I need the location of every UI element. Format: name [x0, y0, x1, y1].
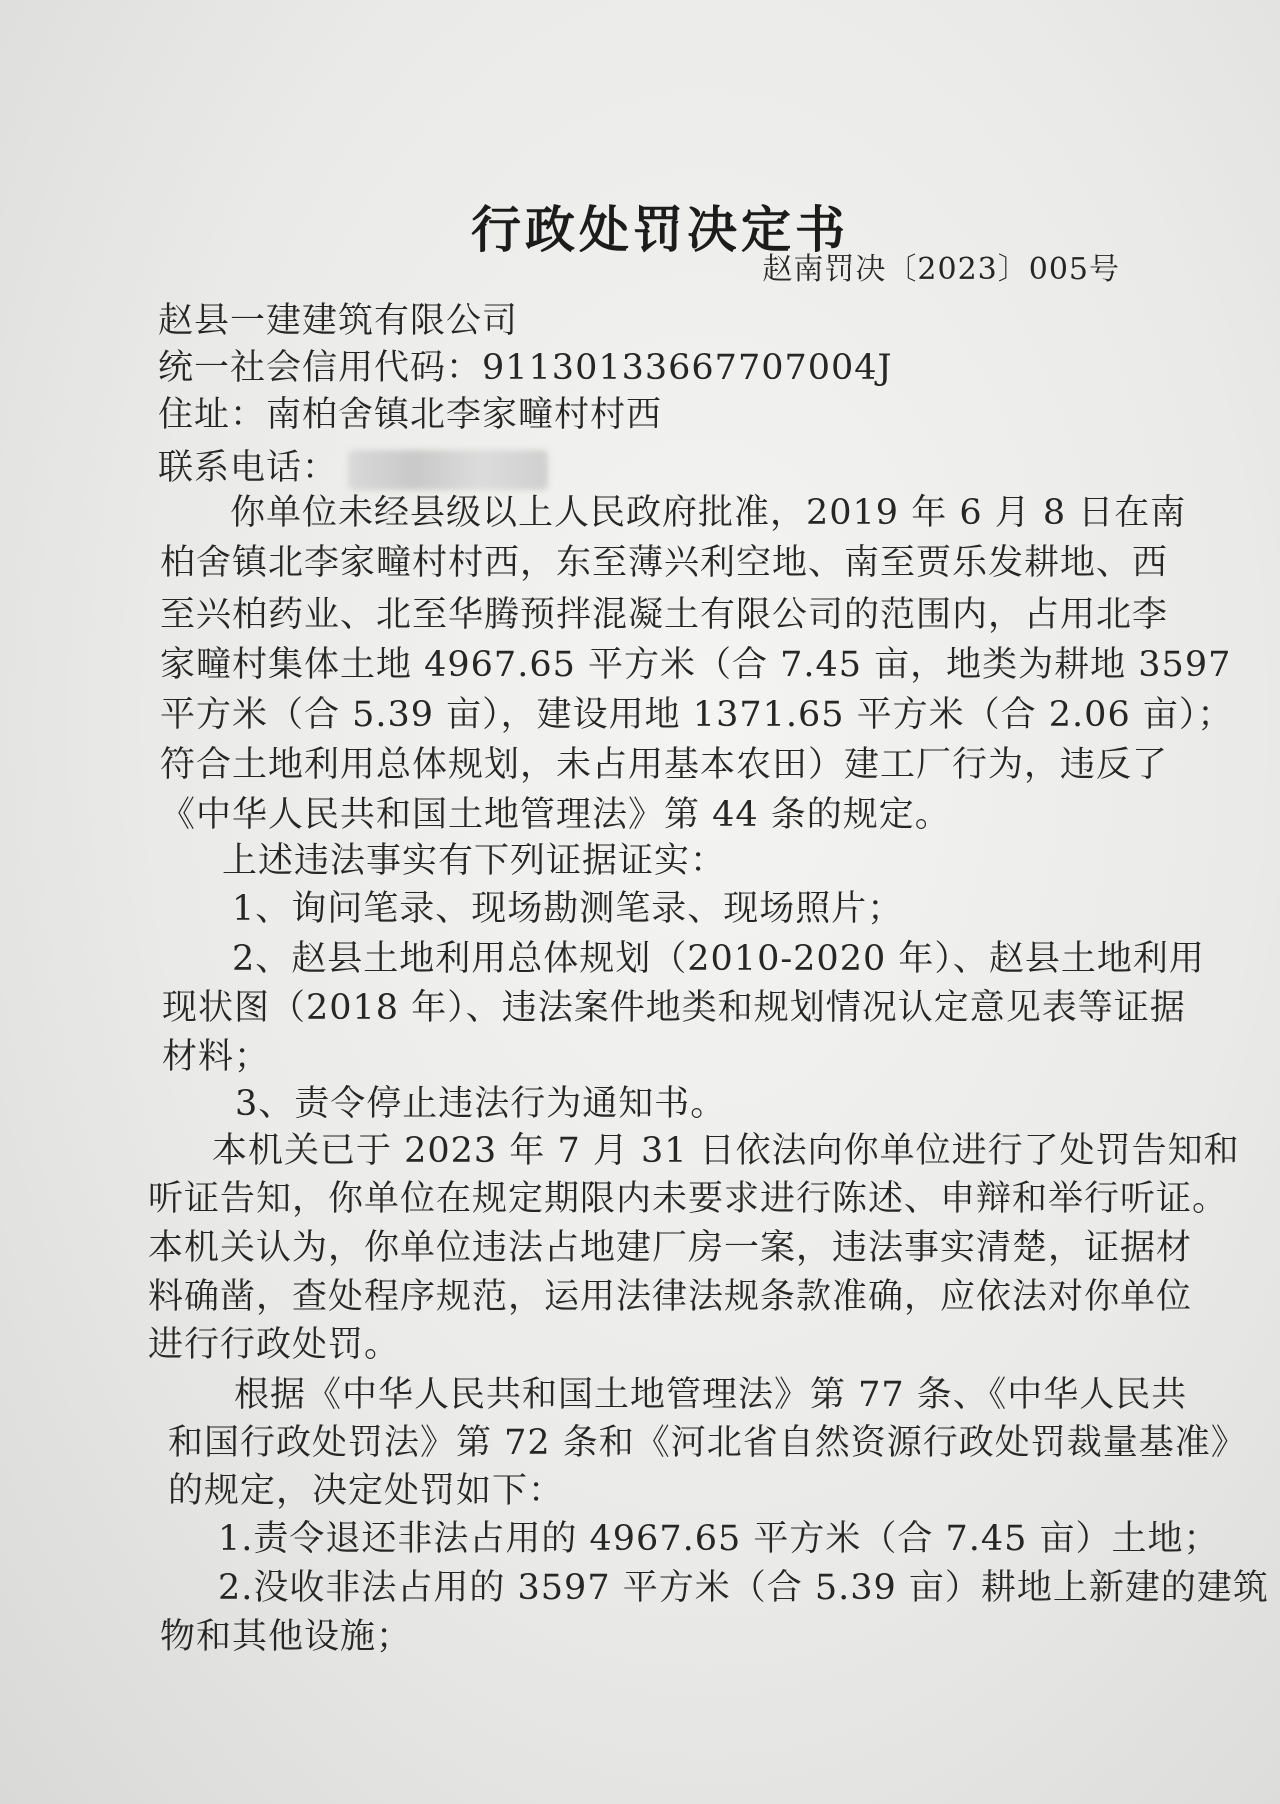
- penalty-item: 1.责令退还非法占用的 4967.65 平方米（合 7.45 亩）土地；: [218, 1519, 1220, 1559]
- body-line: 根据《中华人民共和国土地管理法》第 77 条、《中华人民共: [234, 1375, 1188, 1415]
- evidence-item: 2、赵县土地利用总体规划（2010-2020 年）、赵县土地利用: [232, 939, 1205, 979]
- body-line: 上述违法事实有下列证据证实：: [222, 841, 727, 881]
- body-line: 的规定，决定处罚如下：: [168, 1471, 565, 1511]
- body-line: 你单位未经县级以上人民政府批准，2019 年 6 月 8 日在南: [230, 493, 1187, 533]
- evidence-item: 3、责令停止违法行为通知书。: [235, 1084, 727, 1124]
- body-line: 物和其他设施；: [160, 1617, 413, 1657]
- party-phone-label: 联系电话：: [158, 448, 339, 488]
- body-line: 平方米（合 5.39 亩），建设用地 1371.65 平方米（合 2.06 亩）；: [160, 695, 1234, 735]
- party-address: 住址：南柏舍镇北李家疃村村西: [158, 395, 663, 435]
- body-line: 进行行政处罚。: [148, 1325, 401, 1365]
- body-line: 柏舍镇北李家疃村村西，东至薄兴利空地、南至贾乐发耕地、西: [160, 543, 1169, 583]
- body-line: 听证告知，你单位在规定期限内未要求进行陈述、申辩和举行听证。: [148, 1179, 1229, 1219]
- evidence-item: 1、询问笔录、现场勘测笔录、现场照片；: [232, 889, 904, 929]
- body-line: 料确凿，查处程序规范，运用法律法规条款准确，应依法对你单位: [148, 1277, 1193, 1317]
- document-number: 赵南罚决〔2023〕005号: [762, 252, 1120, 287]
- redacted-phone: [348, 450, 548, 490]
- body-line: 至兴柏药业、北至华腾预拌混凝土有限公司的范围内，占用北李: [160, 595, 1169, 635]
- party-phone: [158, 445, 548, 491]
- body-line: 《中华人民共和国土地管理法》第 44 条的规定。: [160, 795, 951, 835]
- party-name: 赵县一建建筑有限公司: [158, 301, 519, 341]
- body-line: 材料；: [162, 1037, 271, 1077]
- body-line: 本机关认为，你单位违法占地建厂房一案，违法事实清楚，证据材: [148, 1228, 1193, 1268]
- body-line: 现状图（2018 年）、违法案件地类和规划情况认定意见表等证据: [162, 988, 1186, 1028]
- party-credit-code: 统一社会信用代码：91130133667707004J: [158, 348, 893, 388]
- body-line: 和国行政处罚法》第 72 条和《河北省自然资源行政处罚裁量基准》: [168, 1423, 1247, 1463]
- body-line: 本机关已于 2023 年 7 月 31 日依法向你单位进行了处罚告知和: [212, 1131, 1240, 1171]
- body-line: 家疃村集体土地 4967.65 平方米（合 7.45 亩，地类为耕地 3597: [160, 645, 1232, 685]
- penalty-item: 2.没收非法占用的 3597 平方米（合 5.39 亩）耕地上新建的建筑: [218, 1568, 1269, 1608]
- document-title: 行政处罚决定书: [471, 200, 849, 259]
- body-line: 符合土地利用总体规划，未占用基本农田）建工厂行为，违反了: [160, 745, 1169, 785]
